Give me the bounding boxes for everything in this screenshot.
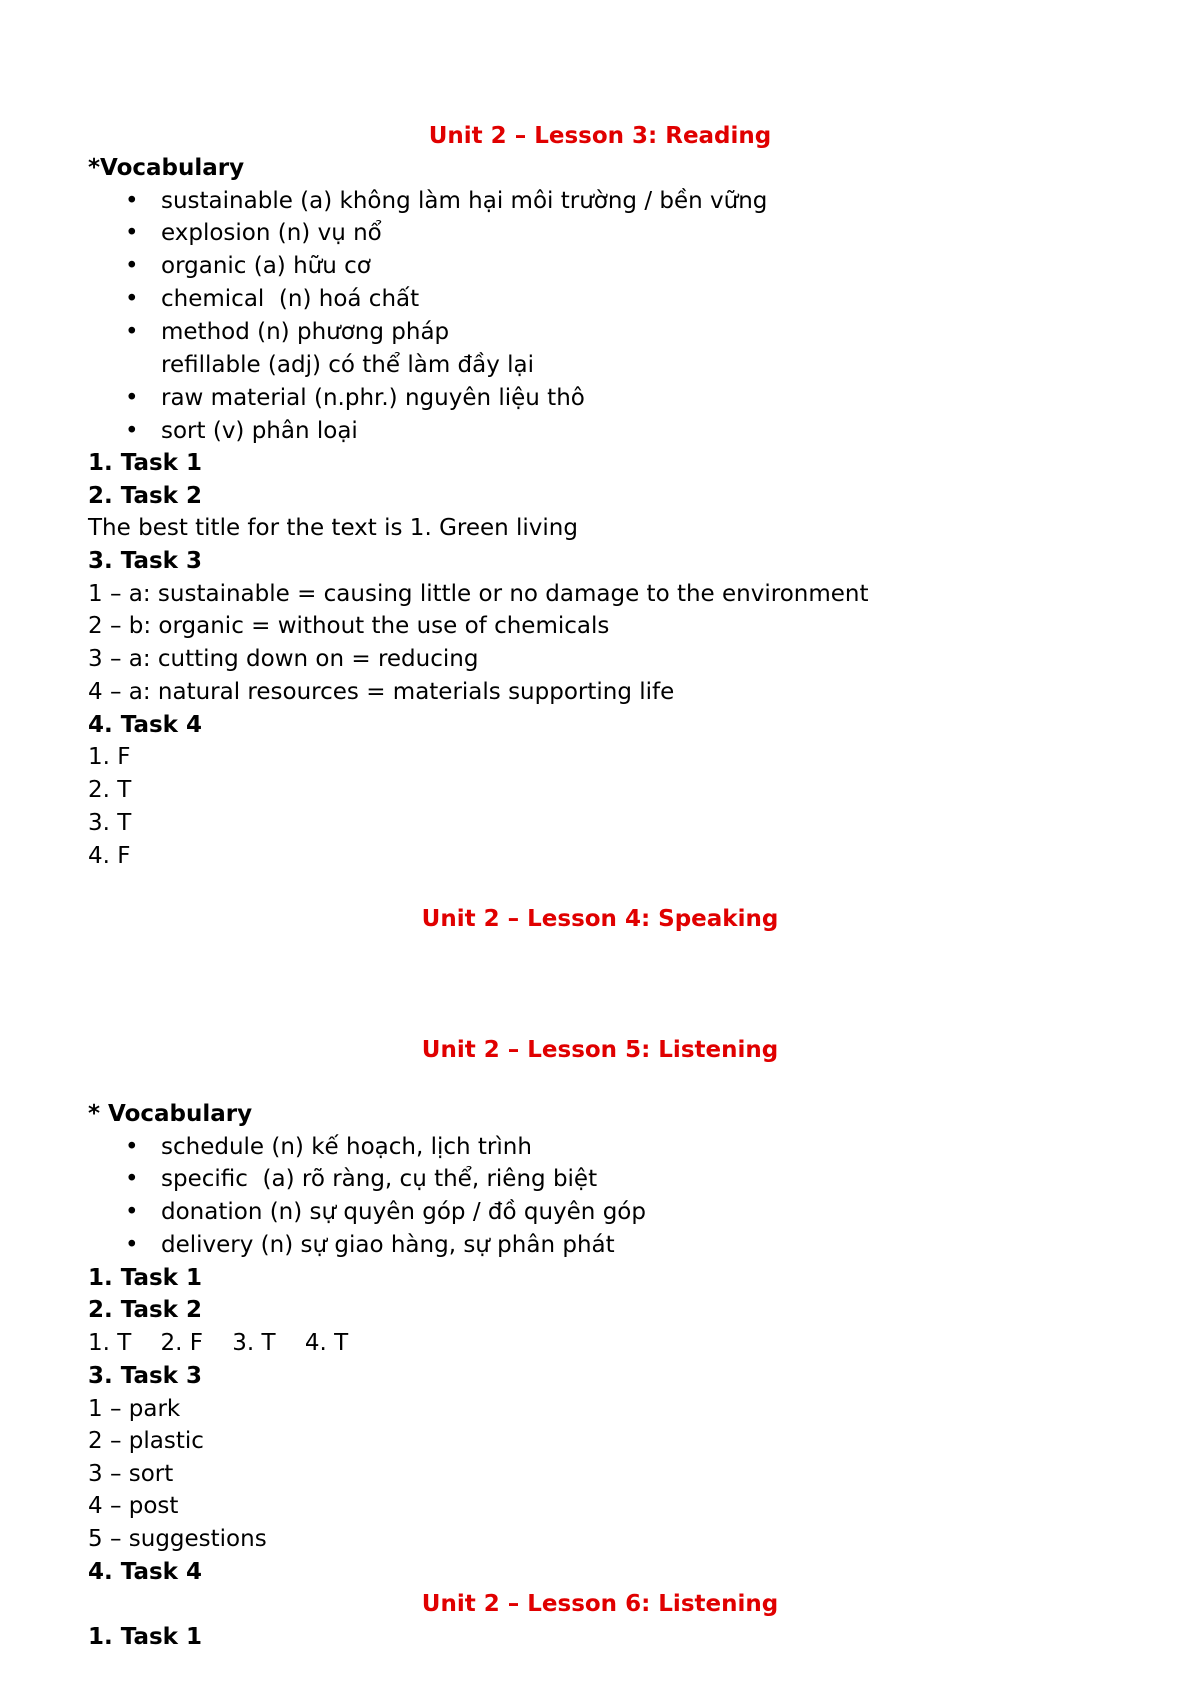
vocab-item: explosion (n) vụ nổ (161, 220, 382, 246)
bullet: • (125, 1199, 139, 1225)
lesson3-title: Unit 2 – Lesson 3: Reading (428, 123, 772, 149)
lesson5-title: Unit 2 – Lesson 5: Listening (421, 1037, 779, 1063)
task3-answer: 1 – park (88, 1396, 181, 1422)
lesson3-task4-heading: 4. Task 4 (88, 712, 202, 738)
lesson3-task1-heading: 1. Task 1 (88, 450, 202, 476)
lesson6-task1-heading: 1. Task 1 (88, 1624, 202, 1650)
vocab-item: raw material (n.phr.) nguyên liệu thô (161, 385, 585, 411)
task4-answer: 3. T (88, 810, 132, 836)
task3-answer: 3 – sort (88, 1461, 174, 1487)
task3-answer: 5 – suggestions (88, 1526, 267, 1552)
lesson5-task2-answer: 1. T 2. F 3. T 4. T (88, 1330, 349, 1356)
lesson3-vocab-heading: *Vocabulary (88, 155, 245, 181)
lesson5-task2-heading: 2. Task 2 (88, 1297, 202, 1323)
lesson3-task2-answer: The best title for the text is 1. Green living (88, 515, 578, 541)
lesson4-title: Unit 2 – Lesson 4: Speaking (421, 906, 779, 932)
task3-answer: 2 – plastic (88, 1428, 204, 1454)
vocab-item: organic (a) hữu cơ (161, 253, 371, 279)
lesson3-task3-heading: 3. Task 3 (88, 548, 202, 574)
task4-answer: 4. F (88, 843, 131, 869)
vocab-item: method (n) phương pháp (161, 319, 450, 345)
vocab-item: donation (n) sự quyên góp / đồ quyên góp (161, 1199, 646, 1225)
task3-answer: 2 – b: organic = without the use of chemicals (88, 613, 610, 639)
vocab-item: delivery (n) sự giao hàng, sự phân phát (161, 1232, 615, 1258)
bullet: • (125, 188, 139, 214)
bullet: • (125, 385, 139, 411)
task3-answer: 4 – a: natural resources = materials supporting life (88, 679, 675, 705)
lesson5-task3-heading: 3. Task 3 (88, 1363, 202, 1389)
bullet: • (125, 1134, 139, 1160)
lesson6-title: Unit 2 – Lesson 6: Listening (421, 1591, 779, 1617)
vocab-item: refillable (adj) có thể làm đầy lại (161, 352, 535, 378)
task4-answer: 2. T (88, 777, 132, 803)
task3-answer: 4 – post (88, 1493, 179, 1519)
vocab-item: chemical (n) hoá chất (161, 286, 420, 312)
task3-answer: 1 – a: sustainable = causing little or no damage to the environment (88, 581, 869, 607)
bullet: • (125, 286, 139, 312)
vocab-item: specific (a) rõ ràng, cụ thể, riêng biệt (161, 1166, 598, 1192)
bullet: • (125, 1166, 139, 1192)
lesson3-task2-heading: 2. Task 2 (88, 483, 202, 509)
vocab-item: sort (v) phân loại (161, 418, 358, 444)
bullet: • (125, 1232, 139, 1258)
bullet: • (125, 319, 139, 345)
bullet: • (125, 253, 139, 279)
lesson5-vocab-heading: * Vocabulary (88, 1101, 253, 1127)
vocab-item: sustainable (a) không làm hại môi trường / bền vững (161, 188, 768, 214)
lesson5-task4-heading: 4. Task 4 (88, 1559, 202, 1585)
bullet: • (125, 220, 139, 246)
lesson5-task1-heading: 1. Task 1 (88, 1265, 202, 1291)
task4-answer: 1. F (88, 744, 131, 770)
bullet: • (125, 418, 139, 444)
task3-answer: 3 – a: cutting down on = reducing (88, 646, 479, 672)
vocab-item: schedule (n) kế hoạch, lịch trình (161, 1134, 532, 1160)
